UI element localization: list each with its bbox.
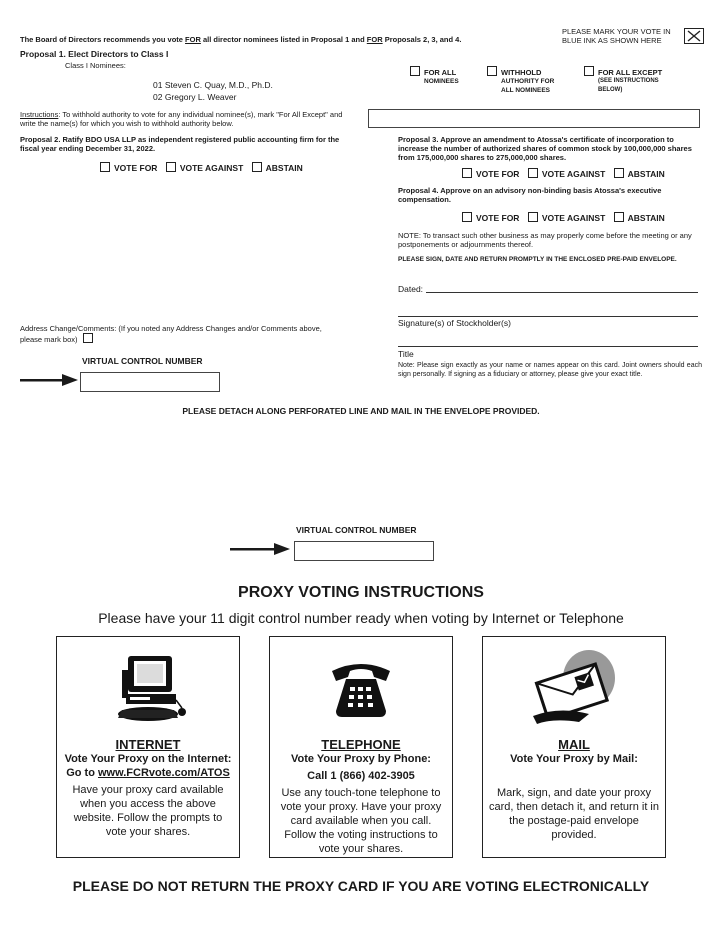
board-recommendation: The Board of Directors recommends you vote FOR all director nominees listed in Proposal 1 and FOR Proposals 2, 3, and 4.: [20, 35, 462, 44]
address-change-text: Address Change/Comments: (If you noted any Address Changes and/or Comments above, please mark box): [20, 324, 322, 344]
signature-label: Signature(s) of Stockholder(s): [398, 318, 511, 328]
title-line[interactable]: [398, 346, 698, 347]
internet-body: Have your proxy card available when you access the above website. Follow the prompts to vote your shares.: [72, 784, 224, 838]
withhold-nominees-input[interactable]: [368, 109, 700, 128]
telephone-line1: Vote Your Proxy by Phone:: [291, 753, 431, 765]
checkbox[interactable]: [410, 66, 420, 76]
instructions-control-number-label: VIRTUAL CONTROL NUMBER: [296, 525, 417, 535]
instructions-text: Instructions: To withhold authority to vote for any individual nominee(s), mark "For All Except" and write the name(s) for which you wish to withhold authority below.: [20, 110, 343, 128]
control-number-label: VIRTUAL CONTROL NUMBER: [82, 356, 203, 366]
arrow-right-icon: [20, 373, 78, 392]
computer-icon: [57, 647, 239, 733]
telephone-title: TELEPHONE: [321, 737, 401, 752]
mail-card: [482, 636, 666, 858]
proposal1-title: Proposal 1. Elect Directors to Class I: [20, 49, 169, 59]
dated-label: Dated:: [398, 284, 424, 294]
signature-line[interactable]: [398, 316, 698, 317]
other-business-note: NOTE: To transact such other business as may properly come before the meeting or any postponements or adjournments thereof.: [398, 231, 692, 249]
option-for-all-except[interactable]: FOR ALL EXCEPT (SEE INSTRUCTIONS BELOW): [584, 66, 684, 95]
proposal4-votes: VOTE FOR VOTE AGAINST ABSTAIN: [462, 212, 671, 223]
internet-card: [56, 636, 240, 858]
nominee-1: 01 Steven C. Quay, M.D., Ph.D.: [153, 80, 273, 90]
proposal2-text: Proposal 2. Ratify BDO USA LLP as independent registered public accounting firm for the fiscal year ending December 31, 2022.: [20, 135, 340, 153]
mark-vote-note: PLEASE MARK YOUR VOTE IN BLUE INK AS SHOWN HERE: [562, 27, 671, 45]
sign-return-instruction: PLEASE SIGN, DATE AND RETURN PROMPTLY IN THE ENCLOSED PRE-PAID ENVELOPE.: [398, 256, 677, 263]
telephone-body: Use any touch-tone telephone to vote your proxy. Have your proxy card available when you call. Follow the voting instructions to vote your shares.: [280, 787, 442, 855]
mail-line1: Vote Your Proxy by Mail:: [510, 753, 638, 765]
internet-line1: Vote Your Proxy on the Internet:: [64, 753, 232, 765]
proposal4-against-checkbox[interactable]: [528, 212, 538, 222]
nominee-2: 02 Gregory L. Weaver: [153, 92, 237, 102]
proposal2-abstain-checkbox[interactable]: [252, 162, 262, 172]
signing-note: Note: Please sign exactly as your name or names appear on this card. Joint owners should each sign personally. If signing as a fiduciary or attorney, please give your exact title.: [398, 362, 702, 378]
proposal4-text: Proposal 4. Approve on an advisory non-binding basis Atossa's executive compensation.: [398, 186, 662, 204]
dated-line[interactable]: [426, 292, 698, 293]
proposal2-against-checkbox[interactable]: [166, 162, 176, 172]
proposal3-text: Proposal 3. Approve an amendment to Atossa's certificate of incorporation to increase the number of authorized shares of common stock by 100,000,000 shares from 175,000,000 shares to 275,000,000 shares.: [398, 135, 692, 162]
proposal3-against-checkbox[interactable]: [528, 168, 538, 178]
proxy-voting-subheading: Please have your 11 digit control number ready when voting by Internet or Telephone: [98, 610, 624, 626]
proposal3-votes: VOTE FOR VOTE AGAINST ABSTAIN: [462, 168, 671, 179]
proposal3-abstain-checkbox[interactable]: [614, 168, 624, 178]
telephone-call: Call 1 (866) 402-3905: [307, 770, 415, 782]
mail-body: Mark, sign, and date your proxy card, then detach it, and return it in the postage-paid envelope provided.: [489, 787, 659, 841]
checkbox[interactable]: [487, 66, 497, 76]
example-mark-icon: [684, 28, 704, 44]
internet-goto: Go to www.FCRvote.com/ATOS: [66, 767, 230, 779]
option-withhold[interactable]: WITHHOLD AUTHORITY FOR ALL NOMINEES: [487, 66, 567, 95]
address-change-checkbox[interactable]: [83, 333, 93, 343]
nominees-label: Class I Nominees:: [65, 61, 126, 70]
proposal2-votes: VOTE FOR VOTE AGAINST ABSTAIN: [100, 162, 309, 173]
control-number-input[interactable]: [80, 372, 220, 392]
telephone-card: [269, 636, 453, 858]
option-for-all[interactable]: FOR ALL NOMINEES: [410, 66, 480, 86]
mail-title: MAIL: [558, 737, 590, 752]
internet-title: INTERNET: [115, 737, 181, 752]
detach-instruction: PLEASE DETACH ALONG PERFORATED LINE AND MAIL IN THE ENVELOPE PROVIDED.: [182, 406, 540, 416]
proposal4-for-checkbox[interactable]: [462, 212, 472, 222]
proposal3-for-checkbox[interactable]: [462, 168, 472, 178]
telephone-icon: [270, 647, 452, 733]
instructions-control-number-input[interactable]: [294, 541, 434, 561]
proposal2-for-checkbox[interactable]: [100, 162, 110, 172]
mail-envelope-icon: [483, 647, 665, 733]
title-label: Title: [398, 349, 414, 359]
proposal4-abstain-checkbox[interactable]: [614, 212, 624, 222]
do-not-return-notice: PLEASE DO NOT RETURN THE PROXY CARD IF YOU ARE VOTING ELECTRONICALLY: [72, 878, 650, 894]
proxy-voting-heading: PROXY VOTING INSTRUCTIONS: [238, 584, 484, 601]
arrow-right-icon: [230, 542, 290, 561]
internet-url-link[interactable]: www.FCRvote.com/ATOS: [97, 767, 230, 779]
checkbox[interactable]: [584, 66, 594, 76]
